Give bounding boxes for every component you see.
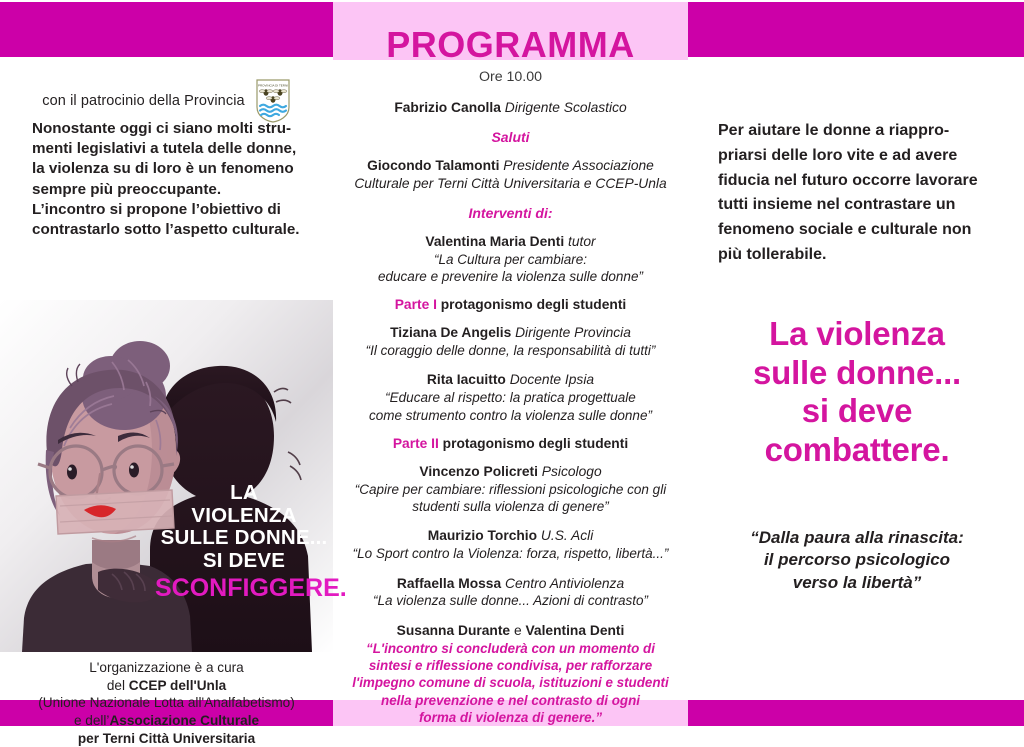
program-speaker-name: [339, 622, 682, 640]
program-speaker-name-primary: Susanna Durante: [396, 622, 511, 638]
right-intro-paragraph: [718, 119, 1000, 268]
program-speaker-entry: [339, 324, 682, 359]
program-speaker-role: Dirigente Scolastico: [500, 100, 627, 115]
program-speaker-name: [339, 324, 682, 342]
program-speaker-quote-line: “Il coraggio delle donne, la responsabilità di tutti”: [365, 343, 656, 359]
program-section-heading: [339, 129, 682, 145]
program-closing-text-line: forma di violenza di genere.”: [418, 710, 603, 726]
program-closing-entry: [339, 622, 682, 727]
patrocinio-row: [0, 79, 333, 123]
program-speaker-entry: [339, 157, 682, 193]
left-intro-line: contrastarlo sotto l’aspetto culturale.: [32, 221, 300, 239]
program-speaker-role: Docente Ipsia: [505, 372, 595, 388]
organizer-credits: [14, 659, 319, 747]
program-speaker-quote-line: “Capire per cambiare: riflessioni psicologiche con gli: [354, 481, 667, 497]
patrocinio-label: con il patrocinio della Provincia: [42, 93, 245, 109]
program-speaker-quote: [339, 481, 682, 516]
program-list: [339, 69, 682, 739]
program-part-value: protagonismo degli studenti: [436, 297, 627, 313]
right-intro-line: tutti insieme nel contrastare un: [718, 196, 956, 214]
program-speaker-quote-line: educare e prevenire la violenza sulle donne”: [378, 268, 643, 284]
program-speaker-name: [339, 99, 682, 117]
program-speaker-quote: [339, 545, 682, 562]
program-speaker-entry: [339, 99, 682, 117]
program-speaker-quote: [339, 389, 682, 424]
top-bar-right: [688, 2, 1024, 57]
poster-caption-line-2: VIOLENZA: [191, 503, 297, 527]
provincia-di-terni-crest-icon: [255, 79, 291, 123]
program-part-row: [339, 297, 682, 312]
right-quote-line-2: il percorso psicologico: [763, 550, 951, 570]
right-headline-line-1: La violenza: [769, 315, 945, 352]
program-speaker-name-join: e: [510, 622, 526, 638]
program-speaker-quote-line: come strumento contro la violenza sulle donne”: [369, 407, 652, 423]
program-speaker-name: [339, 371, 682, 389]
program-speaker-quote-line: “Educare al rispetto: la pratica progettuale: [385, 390, 636, 406]
program-section-heading-text: Saluti: [491, 128, 530, 145]
program-section-heading-text: Interventi di:: [468, 204, 553, 221]
svg-text:PROVINCIA DI TERNI: PROVINCIA DI TERNI: [257, 83, 288, 88]
right-intro-line: più tollerabile.: [718, 245, 827, 263]
poster-caption: [155, 481, 347, 603]
credit-line-5: per Terni Città Universitaria: [77, 730, 256, 746]
credit-line-1: L'organizzazione è a cura: [89, 660, 244, 675]
right-intro-line: fiducia nel futuro occorre lavorare: [718, 171, 978, 189]
program-speaker-name-text: Valentina Maria Denti: [425, 233, 565, 249]
program-part-key: Parte II: [392, 435, 439, 451]
program-section-heading: [339, 205, 682, 221]
program-closing-text-line: l'impegno comune di scuola, istituzioni e studenti: [352, 675, 669, 691]
program-speaker-entry: [339, 371, 682, 423]
program-speaker-quote: [339, 251, 682, 286]
program-speaker-name: [339, 575, 682, 593]
program-speaker-entry: [339, 575, 682, 610]
credit-line-2: [14, 677, 319, 695]
poster-caption-line-3: SULLE DONNE...: [160, 526, 328, 550]
program-speaker-name: [339, 463, 682, 481]
program-closing-text-line: nella prevenzione e nel contrasto di ogni: [381, 692, 640, 708]
program-speaker-role: Dirigente Provincia: [511, 325, 631, 341]
right-intro-line: fenomeno sociale e culturale non: [718, 221, 972, 239]
right-headline-line-4: combattere.: [764, 430, 950, 468]
poster-caption-line-1: LA: [230, 481, 258, 504]
program-speaker-role: tutor: [564, 233, 596, 249]
credit-line-4: [14, 712, 319, 730]
program-entries: [339, 99, 682, 727]
credit-line-4-plain: e dell’: [73, 713, 110, 729]
program-part-key: Parte I: [394, 297, 437, 313]
program-speaker-name-text: Rita Iacuitto: [426, 372, 506, 388]
left-intro-paragraph: [32, 119, 320, 240]
right-intro-line: Per aiutare le donne a riappro-: [718, 122, 950, 139]
program-speaker-name-text: Raffaella Mossa: [396, 575, 502, 591]
program-part-row: [339, 436, 682, 451]
program-speaker-role: Psicologo: [537, 463, 602, 479]
program-speaker-name-text: Giocondo Talamonti: [367, 157, 500, 173]
right-quote-line-1: “Dalla paura alla rinascita:: [750, 528, 964, 547]
credit-line-3: (Unione Nazionale Lotta all'Analfabetismo): [38, 695, 295, 711]
program-speaker-name: [339, 157, 682, 175]
right-quote: [710, 527, 1004, 594]
program-time: Ore 10.00: [478, 69, 543, 85]
panel-center: [333, 57, 688, 726]
left-intro-line: la violenza su di loro è un fenomeno: [32, 160, 294, 178]
program-speaker-quote-line: “Lo Sport contro la Violenza: forza, rispetto, libertà...”: [352, 546, 669, 562]
program-speaker-name-text: Vincenzo Policreti: [419, 463, 538, 479]
program-closing-text: [339, 640, 682, 727]
program-speaker-name: [339, 527, 682, 545]
left-intro-line: Nonostante oggi ci siano molti stru-: [32, 120, 292, 137]
program-part-value: protagonismo degli studenti: [438, 435, 629, 451]
left-intro-line: L’incontro si propone l’obiettivo di: [32, 200, 281, 218]
credit-line-2-bold: CCEP dell'Unla: [128, 677, 227, 693]
right-headline: [704, 315, 1010, 469]
left-intro-line: menti legislativi a tutela delle donne,: [32, 140, 297, 158]
program-speaker-role: Presidente Associazione: [499, 157, 654, 173]
credit-line-4-bold: Associazione Culturale: [109, 713, 260, 729]
programma-title: PROGRAMMA: [386, 24, 635, 65]
program-speaker-entry: [339, 527, 682, 562]
program-speaker-quote: [339, 592, 682, 609]
right-headline-line-2: sulle donne...: [752, 353, 962, 391]
program-speaker-name-text: Fabrizio Canolla: [394, 100, 501, 115]
program-speaker-quote: [339, 342, 682, 359]
poster-caption-highlight: SCONFIGGERE.: [155, 574, 347, 603]
poster-caption-line-4: SI DEVE: [202, 548, 286, 572]
program-speaker-name-text: Tiziana De Angelis: [390, 325, 512, 341]
right-intro-line: priarsi delle loro vite e ad avere: [718, 146, 958, 164]
program-speaker-entry: [339, 463, 682, 515]
top-bar-left: [0, 2, 333, 57]
left-intro-line: sempre più preoccupante.: [32, 180, 222, 198]
bottom-bar-right: [688, 700, 1024, 726]
program-part-marker: [339, 297, 682, 312]
program-speaker-role-second-line: Culturale per Terni Città Universitaria e CCEP-Unla: [354, 175, 667, 191]
program-speaker-quote-line: “La violenza sulle donne... Azioni di contrasto”: [373, 593, 648, 609]
credit-line-2-plain: del: [106, 677, 129, 693]
program-part-marker: [339, 436, 682, 451]
program-speaker-quote-line: studenti sulla violenza di genere”: [412, 499, 609, 515]
program-speaker-name-secondary: Valentina Denti: [525, 622, 625, 638]
right-quote-line-3: verso la libertà”: [792, 572, 922, 592]
program-speaker-name-text: Maurizio Torchio: [427, 528, 538, 544]
program-speaker-role: Centro Antiviolenza: [501, 575, 625, 591]
program-closing-text-line: “L'incontro si concluderà con un momento di: [366, 640, 655, 656]
panel-right: [688, 57, 1024, 700]
panel-left: [0, 57, 347, 746]
right-headline-line-3: si deve: [801, 392, 913, 430]
program-speaker-entry: [339, 233, 682, 285]
program-closing-text-line: sintesi e riflessione condivisa, per rafforzare: [368, 658, 653, 674]
program-speaker-quote-line: “La Cultura per cambiare:: [433, 251, 588, 267]
program-speaker-name: [339, 233, 682, 251]
program-speaker-role: U.S. Acli: [537, 528, 594, 544]
